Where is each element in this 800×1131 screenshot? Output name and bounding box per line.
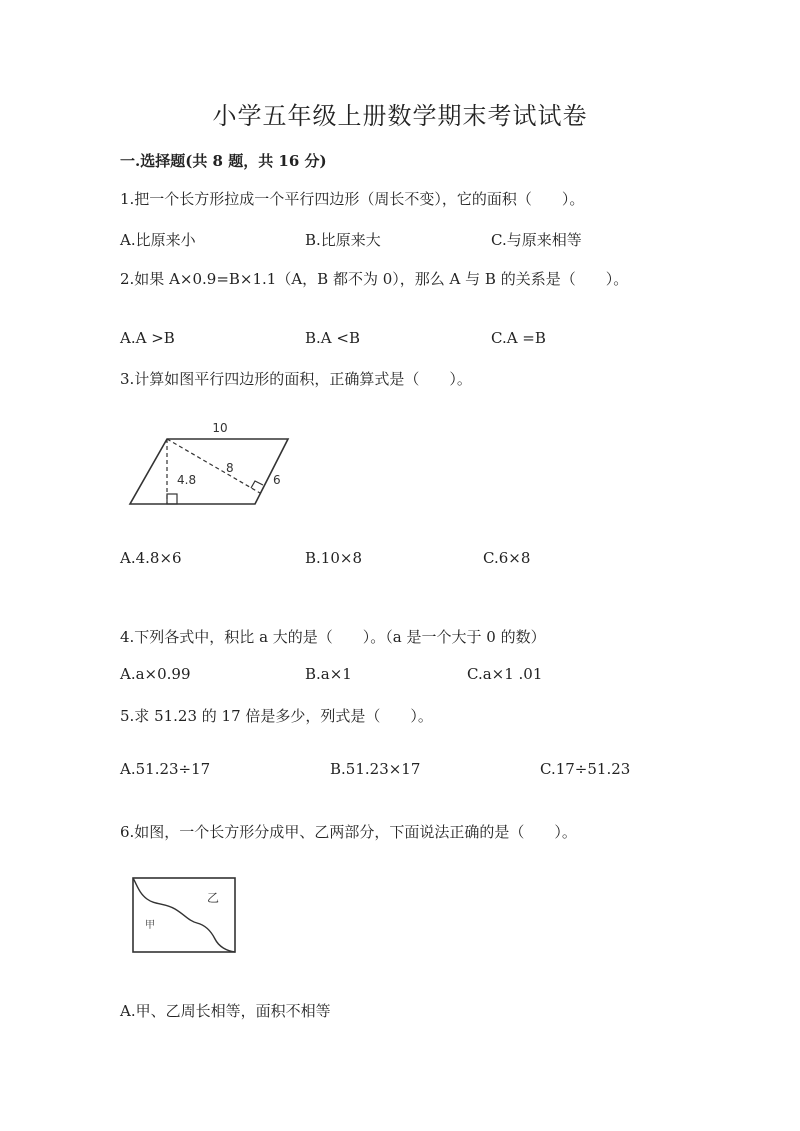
q5-option-a: A.51.23÷17 [120,760,211,778]
label-diagonal: 8 [226,461,234,475]
question-3: 3.计算如图平行四边形的面积，正确算式是（ ）。 [120,370,472,388]
rectangle-figure [125,873,240,955]
label-jia: 甲 [145,920,155,931]
q5-option-c: C.17÷51.23 [540,760,631,778]
label-height: 4.8 [177,473,197,487]
right-angle-mark-side [251,481,263,488]
question-5: 5.求 51.23 的 17 倍是多少，列式是（ ）。 [120,707,433,725]
q2-option-c: C.A =B [491,329,546,347]
parallelogram-figure [120,412,300,512]
page-title: 小学五年级上册数学期末考试试卷 [212,102,588,130]
q3-option-b: B.10×8 [305,549,362,567]
q1-option-a: A.比原来小 [120,231,196,249]
q1-option-c: C.与原来相等 [491,231,582,249]
label-yi: 乙 [207,891,220,905]
question-4: 4.下列各式中，积比 a 大的是（ ）。（a 是一个大于 0 的数） [120,628,546,646]
q2-option-b: B.A <B [305,329,360,347]
q5-option-b: B.51.23×17 [330,760,421,778]
q2-option-a: A.A >B [120,329,175,347]
question-2: 2.如果 A×0.9=B×1.1（A，B 都不为 0），那么 A 与 B 的关系是（ ）。 [120,270,629,288]
section-heading: 一.选择题(共 8 题，共 16 分) [120,152,327,170]
q4-option-a: A.a×0.99 [120,665,191,683]
q3-option-c: C.6×8 [483,549,531,567]
q4-option-b: B.a×1 [305,665,352,683]
question-1: 1.把一个长方形拉成一个平行四边形（周长不变），它的面积（ ）。 [120,190,585,208]
label-top: 10 [212,421,228,435]
dividing-curve [133,878,235,952]
q6-option-a: A.甲、乙周长相等，面积不相等 [120,1002,331,1020]
q1-option-b: B.比原来大 [305,231,381,249]
question-6: 6.如图，一个长方形分成甲、乙两部分，下面说法正确的是（ ）。 [120,823,577,841]
label-side: 6 [273,473,281,487]
right-angle-mark-bottom [167,494,177,504]
parallelogram-shape [130,439,288,504]
q4-option-c: C.a×1 .01 [467,665,543,683]
q3-option-a: A.4.8×6 [120,549,182,567]
